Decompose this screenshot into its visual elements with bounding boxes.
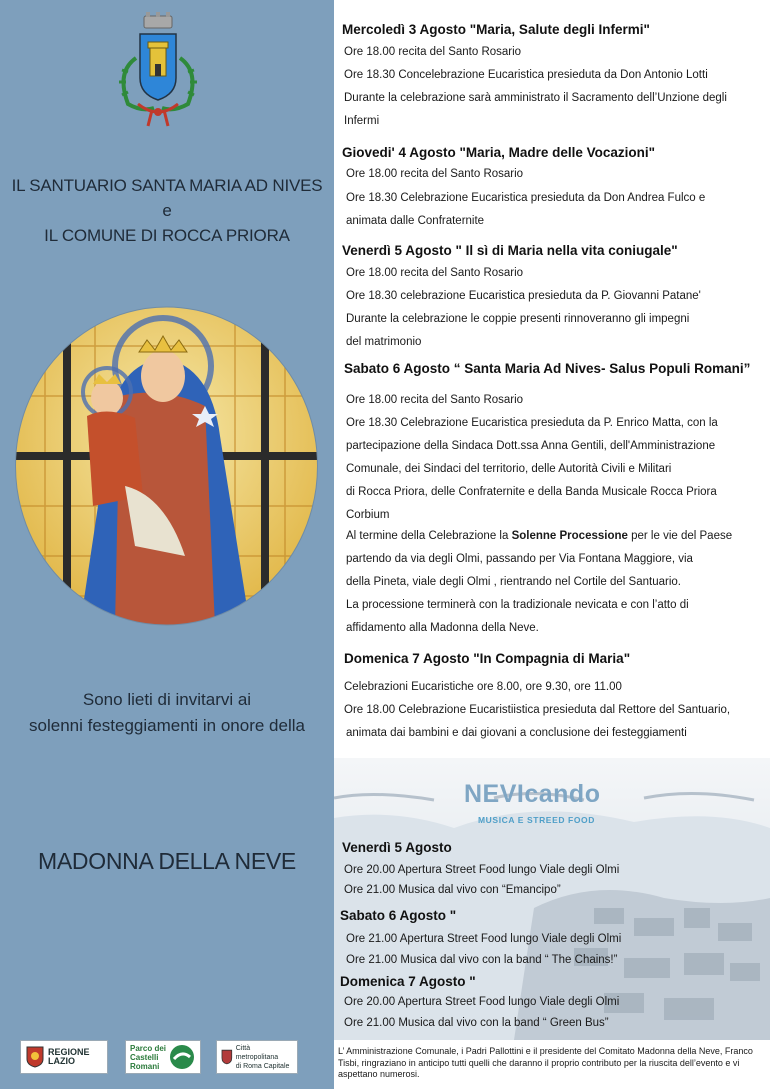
event-line: di Rocca Priora, delle Confraternite e della Banda Musicale Rocca Priora — [346, 486, 717, 498]
nev-line: Ore 20.00 Apertura Street Food lungo Viale degli Olmi — [344, 996, 620, 1008]
nevicando-subtitle: MUSICA E STREED FOOD — [478, 815, 595, 825]
event-line: Corbium — [346, 509, 390, 521]
regione-lazio-logo — [20, 1040, 108, 1074]
procession-bold: Solenne Processione — [511, 530, 628, 542]
event-line: della Pineta, viale degli Olmi , rientrando nel Cortile del Santuario. — [346, 576, 681, 588]
invitation-line-1: Sono lieti di invitarvi ai — [82, 690, 252, 709]
event-line: Ore 18.00 recita del Santo Rosario — [346, 168, 524, 180]
event-line: La processione terminerà con la tradizionale nevicata e con l’atto di — [346, 599, 689, 611]
event-line: Ore 18.00 recita del Santo Rosario — [346, 267, 524, 279]
event-line: Ore 18.00 recita del Santo Rosario — [344, 46, 522, 58]
stained-glass-madonna-image — [15, 306, 318, 626]
nev-line: Ore 21.00 Musica dal vivo con “Emancipo” — [344, 884, 561, 896]
event-line: partendo da via degli Olmi, passando per Via Fontana Maggiore, via — [346, 553, 693, 565]
event-line: affidamento alla Madonna della Neve. — [346, 622, 539, 634]
left-panel — [0, 0, 334, 1089]
event-line: Ore 18.00 recita del Santo Rosario — [346, 394, 524, 406]
organizer-line-2: e — [162, 201, 172, 220]
event-line: Comunale, dei Sindaci del territorio, delle Autorità Civili e Militari — [346, 463, 672, 475]
event-line: Ore 18.30 Celebrazione Eucaristica presieduta da P. Enrico Matta, con la — [346, 417, 718, 429]
event-line: Durante la celebrazione le coppie presenti rinnoveranno gli impegni — [346, 313, 690, 325]
event-title-venerdi: Venerdì 5 Agosto " Il sì di Maria nella vita coniugale" — [342, 243, 678, 258]
organizer-line-3: IL COMUNE DI ROCCA PRIORA — [44, 226, 290, 245]
event-line: animata dai bambini e dai giovani a conclusione dei festeggiamenti — [346, 727, 687, 739]
event-line: Infermi — [344, 115, 380, 127]
event-line: Ore 18.30 Concelebrazione Eucaristica presieduta da Don Antonio Lotti — [344, 69, 708, 81]
organizer-line-1: IL SANTUARIO SANTA MARIA AD NIVES — [11, 176, 323, 195]
nev-day-title: Venerdì 5 Agosto — [342, 840, 452, 855]
citta-metropolitana-emblem-icon — [221, 1049, 233, 1065]
event-line: partecipazione della Sindaca Dott.ssa Anna Gentili, dell'Amministrazione — [346, 440, 716, 452]
parco-text-1: Parco dei — [130, 1043, 167, 1053]
regione-lazio-text-2: LAZIO — [48, 1056, 75, 1066]
municipal-crest-icon — [108, 12, 208, 130]
event-line: Ore 18.00 Celebrazione Eucaristiistica presieduta dal Rettore del Santuario, — [344, 704, 731, 716]
procession-prefix: Al termine della Celebrazione la — [346, 530, 509, 542]
parco-castelli-romani-logo — [125, 1040, 201, 1074]
event-title-sabato: Sabato 6 Agosto “ Santa Maria Ad Nives- Salus Populi Romani” — [344, 361, 751, 376]
event-title-domenica: Domenica 7 Agosto "In Compagnia di Maria" — [344, 651, 631, 666]
nev-line: Ore 20.00 Apertura Street Food lungo Viale degli Olmi — [344, 864, 620, 876]
event-title-mercoledi: Mercoledì 3 Agosto "Maria, Salute degli Infermi" — [342, 22, 650, 37]
event-line: Ore 18.30 celebrazione Eucaristica presieduta da P. Giovanni Patane' — [346, 290, 701, 302]
event-line: animata dalle Confraternite — [346, 215, 485, 227]
invitation-line-2: solenni festeggiamenti in onore della — [29, 716, 305, 735]
nev-line: Ore 21.00 Musica dal vivo con la band “ The Chains!” — [346, 954, 618, 966]
parco-emblem-icon — [169, 1044, 195, 1070]
event-line: del matrimonio — [346, 336, 422, 348]
procession-suffix: per le vie del Paese — [631, 530, 733, 542]
regione-lazio-text-1: REGIONE — [48, 1047, 90, 1057]
parco-text-2: Castelli — [130, 1052, 159, 1062]
nev-line: Ore 21.00 Musica dal vivo con la band “ Green Bus” — [344, 1017, 609, 1029]
event-line: Ore 18.30 Celebrazione Eucaristica presieduta da Don Andrea Fulco e — [346, 192, 706, 204]
nevicando-brand: NEVIcando — [464, 780, 601, 808]
event-line: Durante la celebrazione sarà amministrato il Sacramento dell’Unzione degli — [344, 92, 727, 104]
nev-day-title: Domenica 7 Agosto " — [340, 974, 476, 989]
citta-text-2: di Roma Capitale — [235, 1062, 290, 1070]
event-line: Celebrazioni Eucaristiche ore 8.00, ore 9.30, ore 11.00 — [344, 681, 622, 693]
footer-thanks-note: L’ Amministrazione Comunale, i Padri Pallottini e il presidente del Comitato Madonna della Neve, Franco Tisbi, ringraziano in anticipo tutti quelli che daranno il proprio contributo per la riuscita dell’evento e vi aspettano numerosi. — [338, 1046, 753, 1079]
nev-line: Ore 21.00 Apertura Street Food lungo Viale degli Olmi — [346, 933, 622, 945]
citta-metropolitana-logo — [216, 1040, 298, 1074]
event-title-giovedi: Giovedi' 4 Agosto "Maria, Madre delle Vocazioni" — [342, 145, 656, 160]
procession-line — [346, 530, 732, 542]
regione-lazio-emblem-icon — [25, 1045, 45, 1069]
nev-day-title: Sabato 6 Agosto " — [340, 908, 457, 923]
feast-name: MADONNA DELLA NEVE — [38, 848, 296, 874]
parco-text-3: Romani — [130, 1061, 160, 1071]
citta-text-1: Città metropolitana — [235, 1044, 279, 1061]
